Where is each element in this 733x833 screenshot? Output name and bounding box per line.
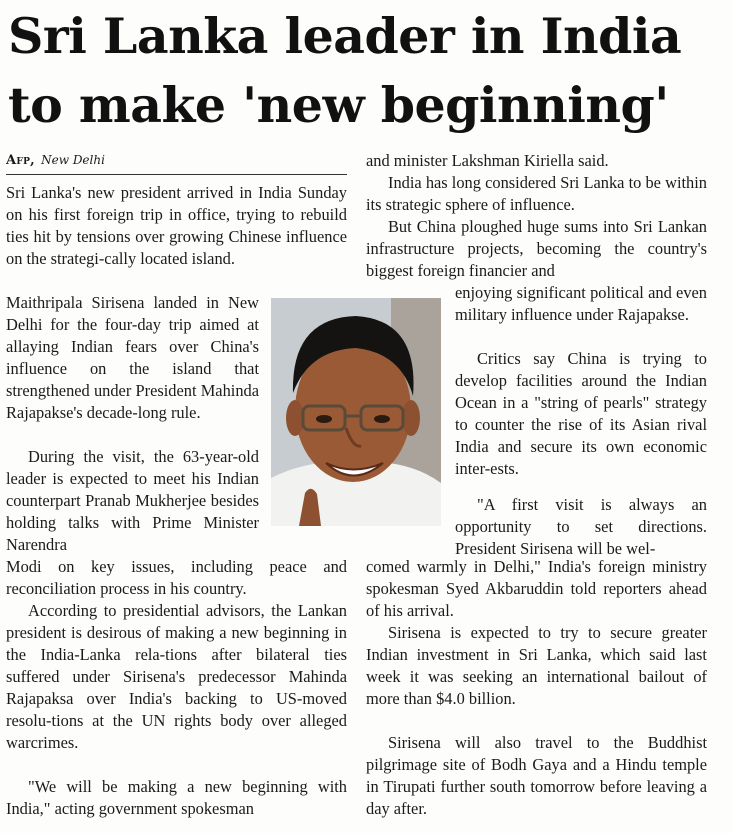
col2-paragraph-6: Sirisena is expected to try to secure greater Indian investment in Sri Lanka, which said last week it was seeking an international bailout of more than $4.0 billion. <box>366 623 707 708</box>
col1-paragraph-2: Maithripala Sirisena landed in New Delhi for the four-day trip aimed at allaying Indian fears over China's influence on the island that strengthened under President Mahinda Rajapakse's decade-long rule. <box>6 293 259 422</box>
col2-paragraph-5a: "A first visit is always an opportunity to set directions. President Sirisena will be wel- <box>455 495 707 558</box>
headline <box>8 2 728 140</box>
col1-paragraph-3a: During the visit, the 63-year-old leader is expected to meet his Indian counterpart Pranab Mukherjee besides holding talks with Prime Minister Narendra <box>6 447 259 554</box>
col2-paragraph-3a: But China ploughed huge sums into Sri Lankan infrastructure projects, becoming the country's biggest foreign financier and <box>366 217 707 280</box>
col1-paragraph-3b: Modi on key issues, including peace and reconciliation process in his country. <box>6 557 347 598</box>
byline <box>6 153 105 168</box>
president-portrait-photo <box>271 298 441 526</box>
col2-paragraph-5b: comed warmly in Delhi," India's foreign ministry spokesman Syed Akbaruddin told reporters ahead of his arrival. <box>366 557 707 620</box>
col2-paragraph-4: Critics say China is trying to develop facilities around the Indian Ocean in a "string of pearls" strategy to counter the rise of its Asian rival India and secure its own economic inter-ests. <box>455 349 707 478</box>
col2-paragraph-2: India has long considered Sri Lanka to be within its strategic sphere of influence. <box>366 173 707 214</box>
headline-line-2: to make 'new beginning' <box>8 76 669 134</box>
col1-paragraph-1: Sri Lanka's new president arrived in India Sunday on his first foreign trip in office, trying to rebuild ties hit by tensions over growing Chinese influence on the strategi-cally located island. <box>6 183 347 268</box>
headline-line-1: Sri Lanka leader in India <box>8 7 682 65</box>
col1-paragraph-5: "We will be making a new beginning with India," acting government spokesman <box>6 777 347 818</box>
portrait-illustration <box>271 298 441 526</box>
byline-rule <box>6 174 347 175</box>
col1-paragraph-4: According to presidential advisors, the Lankan president is desirous of making a new beginning in the India-Lanka rela-tions after bilateral ties suffered under Sirisena's predecessor Mahinda Rajapaksa over India's backing to US-moved resolu-tions at the UN rights body over alleged warcrimes. <box>6 601 347 752</box>
byline-agency: Afp, <box>6 153 35 168</box>
col2-paragraph-3b: enjoying significant political and even military influence under Rajapakse. <box>455 283 707 324</box>
col2-paragraph-1: and minister Lakshman Kiriella said. <box>366 151 609 170</box>
col2-paragraph-7: Sirisena will also travel to the Buddhist pilgrimage site of Bodh Gaya and a Hindu temple in Tirupati further south tomorrow before leaving a day after. <box>366 733 707 818</box>
byline-city: New Delhi <box>41 153 105 167</box>
